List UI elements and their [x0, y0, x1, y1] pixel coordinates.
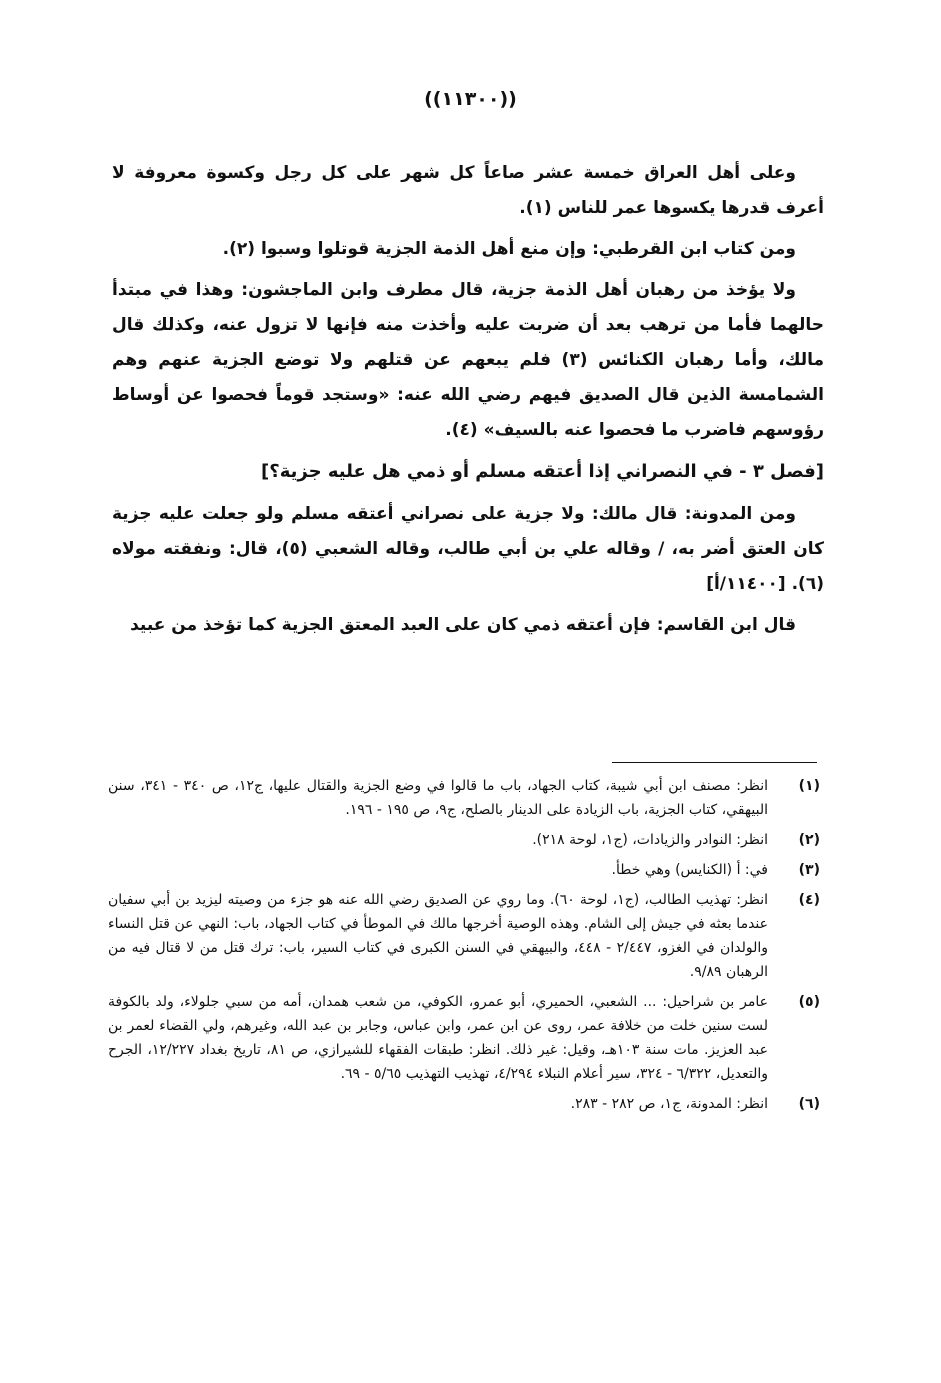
footnote-text: انظر: المدونة، ج١، ص ٢٨٢ - ٢٨٣. [570, 1096, 768, 1112]
footnote [108, 990, 820, 1086]
footnote-number: (٢) [798, 832, 820, 848]
paragraph: ومن كتاب ابن القرطبي: وإن منع أهل الذمة الجزية قوتلوا وسبوا (٢). [222, 239, 796, 259]
footnote [108, 774, 820, 822]
footnote-number: (١) [798, 778, 820, 794]
main-text [112, 156, 824, 649]
section-heading: [فصل ٣ - في النصراني إذا أعتقه مسلم أو ذمي هل عليه جزية؟] [261, 461, 824, 482]
footnote [108, 828, 820, 852]
footnote-text: انظر: مصنف ابن أبي شيبة، كتاب الجهاد، باب ما قالوا في وضع الجزية والقتال عليها، ج١٢، ص ٣٤٠ - ٣٤١، سنن البيهقي، كتاب الجزية، باب الزيادة على الدينار بالصلح، ج٩، ص ١٩٥ - ١٩٦. [108, 778, 768, 818]
footnote-number: (٥) [798, 994, 820, 1010]
footnote-number: (٦) [798, 1096, 820, 1112]
footnote-number: (٤) [798, 892, 820, 908]
paragraph: ومن المدونة: قال مالك: ولا جزية على نصراني أعتقه مسلم ولو جعلت عليه جزية كان العتق أضر به، / وقاله علي بن أبي طالب، وقاله الشعبي (٥)، قال: ونفقته مولاه (٦). [١١٤٠٠/أ] [112, 504, 824, 594]
paragraph: وعلى أهل العراق خمسة عشر صاعاً كل شهر على كل رجل وكسوة معروفة لا أعرف قدرها يكسوها عمر للناس (١). [112, 163, 824, 218]
footnotes [108, 774, 820, 1122]
footnote-divider [612, 762, 817, 763]
footnote [108, 888, 820, 984]
paragraph: قال ابن القاسم: فإن أعتقه ذمي كان على العبد المعتق الجزية كما تؤخذ من عبيد [130, 615, 796, 635]
footnote-text: عامر بن شراحيل: ... الشعبي، الحميري، أبو عمرو، الكوفي، من شعب همدان، أمه من سبي جلولاء، ولد بالكوفة لست سنين خلت من خلافة عمر، روى عن ابن عمر، وابن عباس، وجابر بن عبد الله، وغيرهم، ولي القضاء لعمر بن عبد العزيز. مات سنة ١٠٣هـ، وقيل: غير ذلك. انظر: طبقات الفقهاء للشيرازي، ص ٨١، تاريخ بغداد ١٢/٢٢٧، الجرح والتعديل، ٦/٣٢٢ - ٣٢٤، سير أعلام النبلاء ٤/٢٩٤، تهذيب التهذيب ٥/٦٥ - ٦٩. [108, 994, 768, 1082]
paragraph: ولا يؤخذ من رهبان أهل الذمة جزية، قال مطرف وابن الماجشون: وهذا في مبتدأ حالهما فأما من ترهب بعد أن ضربت عليه وأخذت منه فإنها لا تزول عنه، وكذلك قال مالك، وأما رهبان الكنائس (٣) فلم يبعهم عن قتلهم ولا توضع الجزية عنهم وهم الشمامسة الذين قال الصديق فيهم رضي الله عنه: «وستجد قوماً فحصوا عن أوساط رؤوسهم فاضرب ما فحصوا عنه بالسيف» (٤). [112, 280, 824, 440]
footnote-text: انظر: النوادر والزيادات، (ج١، لوحة ٢١٨). [532, 832, 768, 848]
footnote-text: في: أ (الكنايس) وهي خطأ. [611, 862, 768, 878]
footnote [108, 858, 820, 882]
page-number: ((١١٣٠٠)) [424, 88, 517, 110]
footnote [108, 1092, 820, 1116]
footnote-text: انظر: تهذيب الطالب، (ج١، لوحة ٦٠). وما روي عن الصديق رضي الله عنه هو جزء من وصيته ليزيد بن أبي سفيان عندما بعثه في جيش إلى الشام. وهذه الوصية أخرجها مالك في الموطأ في كتاب الجهاد، باب: النهي عن قتل النساء والولدان في الغزو، ٢/٤٤٧ - ٤٤٨، والبيهقي في السنن الكبرى في كتاب السير، باب: ترك قتل من لا قتال فيه من الرهبان ٩/٨٩. [108, 892, 769, 980]
footnote-number: (٣) [798, 862, 820, 878]
